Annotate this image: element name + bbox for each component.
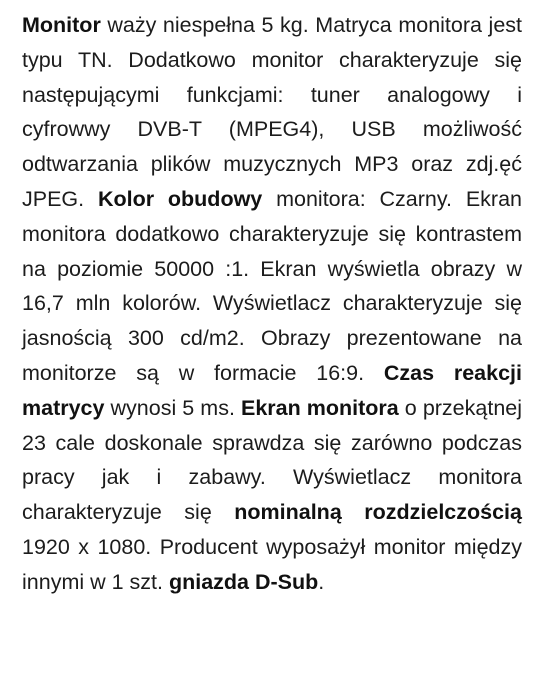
- bold-term-monitor-screen: Ekran monitora: [240, 395, 399, 420]
- bold-term-dsub-socket: gniazda D-Sub: [168, 569, 319, 594]
- product-description: [22, 8, 522, 600]
- description-text: monitora: Czarny. Ekran monitora dodatkowo charakteryzuje się kontrastem na poziomie 50000 :1. Ekran wyświetla obrazy w 16,7 mln kolorów. Wyświetlacz charakteryzuje się jasnością 300 cd/m2. Obrazy prezentowane na monitorze są w formacie 16:9.: [22, 186, 523, 385]
- description-text: o przekątnej 23 cale doskonale sprawdza się zarówno podczas pracy jak i zabawy. Wyświetlacz monitora charakteryzuje się: [22, 395, 523, 525]
- bold-term-case-color: Kolor obudowy: [97, 186, 263, 211]
- bold-term-nominal-resolution: nominalną rozdzielczością: [234, 500, 522, 525]
- description-text: waży niespełna 5 kg. Matryca monitora jest typu TN. Dodatkowo monitor charakteryzuje się następującymi funkcjami: tuner analogowy i cyfrowwy DVB-T (MPEG4), USB możliwość odtwarzania plików muzycznych MP3 oraz zdj.ęć JPEG.: [22, 13, 522, 211]
- description-text: wynosi 5 ms.: [104, 395, 241, 420]
- bold-term-response-time: Czas reakcji matrycy: [22, 360, 523, 420]
- description-text: 1920 x 1080. Producent wyposażył monitor między innymi w 1 szt.: [22, 534, 522, 594]
- bold-term-monitor: Monitor: [22, 13, 101, 37]
- description-text: .: [318, 569, 325, 594]
